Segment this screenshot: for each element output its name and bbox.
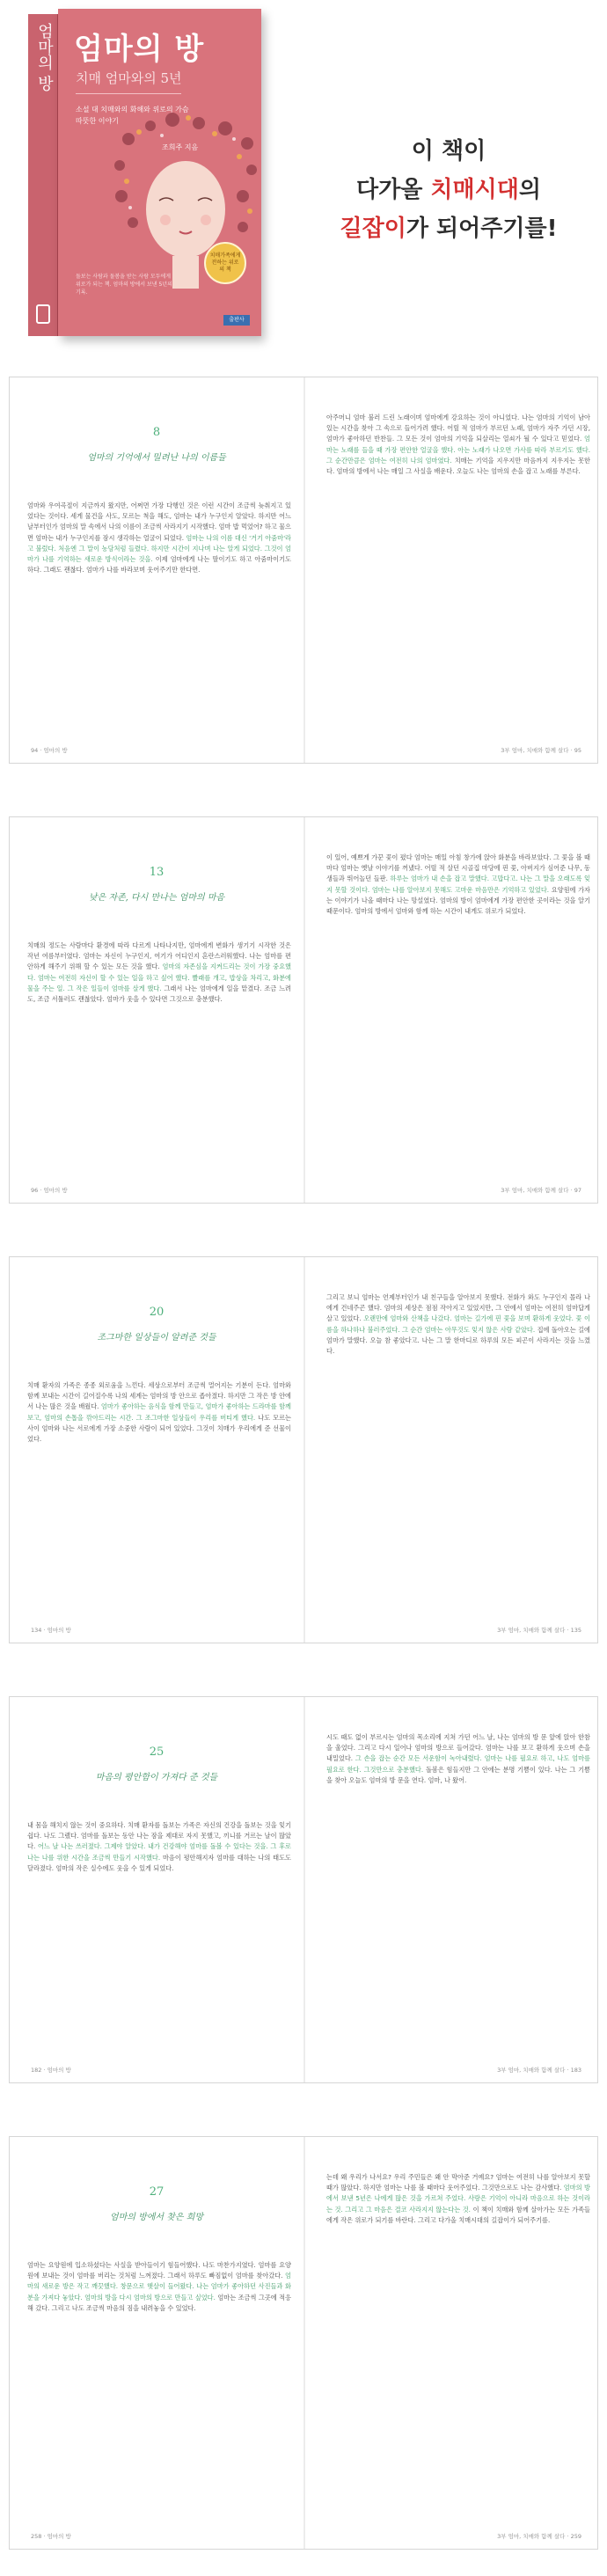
chapter-title: 엄마의 기억에서 밀려난 나의 이름들 [87, 453, 226, 463]
highlight-paragraph: 엄마의 자존심을 지켜드리는 것이 가장 중요했다. 엄마는 여전히 자신이 할 수 있는 일을 하고 싶어 했다. 빨래를 개고, 밥상을 차리고, 화분에 물을 주는 일. 그 작은 일들이 엄마를 살게 했다. [27, 962, 291, 992]
body-text [27, 501, 291, 575]
book-blurb: 돌보는 사람과 돌봄을 받는 사람 모두에게 위로가 되는 책. 엄마의 방에서 보낸 5년의 기록. [76, 274, 172, 296]
paragraph: 는데 왜 우리가 나서요? 우리 주민들은 왜 안 막아준 거예요? 엄마는 여전히 나를 알아보지 못할 때가 많았다. 하지만 엄마는 나를 볼 때마다 웃어주었다. 그것만으로도 나는 감사했다. [326, 2173, 590, 2192]
book-cover-image [28, 9, 261, 339]
headline [308, 132, 589, 248]
highlight-paragraph: 엄마는 노래를 들을 때 가장 편안한 얼굴을 했다. 아는 노래가 나오면 가사를 따라 부르기도 했다. 그 순간만큼은 엄마는 여전히 나의 엄마였다. [326, 435, 590, 465]
paragraph: 나도 모르는 사이 엄마와 나는 서로에게 가장 소중한 사람이 되어 있었다. 그것이 치매가 우리에게 준 선물이었다. [27, 1413, 291, 1444]
page-gutter [304, 1257, 305, 1643]
page-folio-right: 3부 엄마, 치매와 함께 살다 · 135 [497, 1627, 581, 1634]
page-folio-right: 3부 엄마, 치매와 함께 살다 · 259 [497, 2533, 581, 2540]
page-folio-left: 182 · 엄마의 방 [31, 2067, 71, 2074]
paragraph: 마음이 평안해지자 엄마를 대하는 나의 태도도 달라졌다. 엄마의 작은 실수에도 웃을 수 있게 되었다. [27, 1853, 291, 1872]
page-folio-left: 94 · 엄마의 방 [31, 747, 68, 754]
publisher-mark-icon [36, 304, 50, 324]
chapter-title: 조그마한 일상들이 알려준 것들 [97, 1333, 216, 1343]
hero-banner [0, 0, 607, 352]
body-text [27, 1820, 291, 1874]
headline-line-2-pre: 다가올 [356, 177, 431, 203]
paragraph: 이 있어, 예쁘게 가꾼 꽃이 폈다 엄마는 매일 아침 창가에 앉아 화분을 바라보았다. 그 꽃을 볼 때마다 엄마는 옛날 이야기를 꺼냈다. 어릴 적 살던 시골집 마당에 핀 꽃, 아버지가 심어준 나무, 동생들과 뛰어놀던 들판. [326, 853, 590, 883]
body-text [326, 2172, 590, 2226]
book-description: 소설 대 치매와의 화해와 위로의 가슴 따뜻한 이야기 [76, 106, 189, 125]
highlight-paragraph: 엄마의 새로운 방은 작고 깨끗했다. 창문으로 햇살이 들어왔다. 나는 엄마가 좋아하던 사진들과 화분을 가져다 놓았다. 엄마의 방을 다시 엄마의 방으로 만들고 싶었다. [27, 2272, 291, 2302]
body-text [326, 413, 590, 477]
body-text [27, 1380, 291, 1445]
paragraph: 치매는 기억을 지우지만 마음까지 지우지는 못한다. 엄마의 방에서 나는 매일 그 사실을 배운다. 오늘도 나는 엄마의 손을 잡고 노래를 부른다. [326, 456, 590, 476]
body-text [27, 940, 291, 1005]
chapter-number: 13 [149, 866, 165, 879]
book-spread [9, 1696, 598, 2083]
highlight-paragraph: 오랜만에 엄마와 산책을 나갔다. 엄마는 길가에 핀 꽃을 보며 환하게 웃었다. 꽃 이름을 하나하나 불러주었다. 그 순간 엄마는 아무것도 잊지 않은 사람 같았다. [326, 1314, 590, 1334]
page-gutter [304, 1697, 305, 2082]
body-text [326, 853, 590, 917]
highlight-paragraph: 그 손을 잡는 순간 모든 서운함이 녹아내렸다. 엄마는 나를 필요로 하고, 나도 엄마를 필요로 한다. 그것만으로 충분했다. [326, 1754, 590, 1774]
page-folio-left: 96 · 엄마의 방 [31, 1187, 68, 1194]
chapter-number: 20 [149, 1306, 165, 1319]
paragraph: 치매의 정도는 사람마다 환경에 따라 다르게 나타나지만, 엄마에게 변화가 생기기 시작한 것은 작년 여름부터였다. 엄마는 자신이 누구인지, 여기가 어디인지 혼란스러워했다. 나는 엄마를 편안하게 해주기 위해 할 수 있는 모든 것을 했다. [27, 941, 291, 971]
page-gutter [304, 817, 305, 1203]
left-page [20, 1697, 293, 2082]
paragraph: 엄마는 요양원에 입소하셨다는 사실을 받아들이기 힘들어했다. 나도 마찬가지였다. 엄마를 요양원에 보내는 것이 엄마를 버리는 것처럼 느껴졌다. 그래서 하루도 빠짐없이 엄마를 찾아갔다. [27, 2261, 291, 2280]
highlight-paragraph: 엄마는 나의 이름 대신 '거기 아줌마'라고 불렀다. 처음엔 그 말이 농담처럼 들렸다. 하지만 시간이 지나며 나는 알게 되었다. 그것이 엄마가 나를 기억하는 새로운 방식이라는 것을. [27, 533, 291, 564]
page-gutter [304, 377, 305, 763]
chapter-number: 8 [152, 426, 161, 439]
headline-line-3-post: 가 되어주기를! [406, 216, 558, 242]
book-spine [28, 14, 58, 336]
right-page [319, 817, 592, 1203]
book-title: 엄마의 방 [74, 32, 205, 67]
paragraph: 치매 환자의 가족은 종종 외로움을 느낀다. 세상으로부터 조금씩 멀어지는 기분이 든다. 엄마와 함께 보내는 시간이 길어질수록 나의 세계는 엄마의 방 안으로 좁아졌다. 하지만 그 작은 방 안에서 나는 많은 것을 배웠다. [27, 1381, 291, 1411]
paragraph: 요양원에 가자는 이야기가 나올 때마다 나는 망설였다. 엄마의 방이 엄마에게 가장 편안한 곳이라는 것을 알기 때문이다. 엄마의 방에서 엄마와 함께 하는 시간이 내게도 위로가 되었다. [326, 885, 590, 916]
headline-line-1: 이 책이 [411, 138, 486, 165]
paragraph: 이제 엄마에게 나는 딸이기도 하고 아줌마이기도 하다. 그래도 괜찮다. 엄마가 나를 바라보며 웃어주기만 한다면. [27, 555, 291, 574]
paragraph: 집에 돌아오는 길에 엄마가 말했다. 오늘 참 좋았다고. 나는 그 말 한마디로 하루의 모든 피곤이 사라지는 것을 느꼈다. [326, 1325, 590, 1356]
page-folio-right: 3부 엄마, 치매와 함께 살다 · 95 [501, 747, 581, 754]
paragraph: 돌봄은 힘들지만 그 안에는 분명 기쁨이 있다. 나는 그 기쁨을 찾아 오늘도 엄마의 방 문을 연다. 엄마, 나 왔어. [326, 1765, 590, 1784]
publisher-logo: 출판사 [223, 315, 250, 326]
page-folio-left: 134 · 엄마의 방 [31, 1627, 71, 1634]
paragraph: 그래서 나는 엄마에게 일을 맡겼다. 조금 느려도, 조금 서툴러도 괜찮았다. 엄마가 웃을 수 있다면 그것으로 충분했다. [27, 984, 291, 1004]
book-badge: 치매가족에게 전하는 위로의 책 [204, 242, 246, 284]
chapter-number: 27 [149, 2185, 165, 2199]
paragraph: 시도 때도 없이 부르시는 엄마의 목소리에 지쳐 가던 어느 날, 나는 엄마의 방 문 앞에 앉아 한참을 울었다. 그리고 다시 일어나 엄마의 방으로 들어갔다. 엄마는 나를 보고 환하게 웃으며 손을 내밀었다. [326, 1733, 590, 1763]
book-subtitle: 치매 엄마와의 5년 [76, 70, 182, 86]
headline-accent-dementia-era: 치매시대 [430, 177, 519, 203]
headline-line-2-post: 의 [518, 177, 541, 203]
spine-title: 엄마의 방 [35, 23, 54, 91]
highlight-paragraph: 하루는 엄마가 내 손을 잡고 말했다. 고맙다고. 나는 그 말을 오래도록 잊지 못할 것이다. 엄마는 나를 알아보지 못해도 고마운 마음만은 기억하고 있었다. [326, 875, 590, 894]
headline-line-3 [308, 209, 589, 248]
chapter-title: 마음의 평안함이 가져다 준 것들 [95, 1773, 218, 1782]
page-folio-right: 3부 엄마, 치매와 함께 살다 · 97 [501, 1187, 581, 1194]
paragraph: 엄마와 우여곡절이 지금까지 왔지만, 어쩌면 가장 다행인 것은 이런 시간이 조금씩 늦춰지고 있었다는 것이다. 세게 물건을 사도, 모르는 척을 해도, 엄마는 내가 누구인지 알았다. 하지만 어느 날부터인가 엄마의 말 속에서 나의 이름이 조금씩 사라지기 시작했다. 엄마 밥 먹었어? 하고 물으면 엄마는 내가 누구인지를 잠시 생각하는 얼굴이 되었다. [27, 501, 291, 542]
paragraph: 아주머니 엄마 불러 드린 노래이며 엄마에게 강요하는 것이 아니었다. 나는 엄마의 기억이 남아 있는 시간을 찾아 그 속으로 들어가려 했다. 어릴 적 엄마가 부르던 노래, 엄마가 자주 가던 시장, 엄마가 좋아하던 반찬들. 그 모든 것이 엄마의 기억을 되살리는 열쇠가 될 수 있다고 믿었다. [326, 413, 590, 443]
page-folio-right: 3부 엄마, 치매와 함께 살다 · 183 [497, 2067, 581, 2074]
book-spread [9, 816, 598, 1204]
page-folio-left: 258 · 엄마의 방 [31, 2533, 71, 2540]
book-spread [9, 2136, 598, 2550]
left-page [20, 817, 293, 1203]
book-spread [9, 377, 598, 764]
chapter-title: 엄마의 방에서 찾은 희망 [109, 2213, 204, 2222]
right-page [319, 1257, 592, 1643]
book-front [58, 9, 261, 336]
body-text [326, 1292, 590, 1357]
left-page [20, 2137, 293, 2549]
book-author: 조희주 지음 [162, 143, 199, 151]
body-text [326, 1732, 590, 1786]
chapter-number: 25 [149, 1745, 165, 1759]
body-text [27, 2260, 291, 2314]
right-page [319, 377, 592, 763]
paragraph: 내 몸을 해치지 않는 것이 중요하다. 치매 환자를 돌보는 가족은 자신의 건강을 돌보는 것을 잊기 쉽다. 나도 그랬다. 엄마를 돌보는 동안 나는 잠을 제대로 자지 못했고, 끼니를 거르는 날이 많았다. [27, 1821, 291, 1851]
paragraph: 이 책이 치매와 함께 살아가는 모든 가족들에게 작은 위로가 되기를 바란다. 그리고 다가올 치매시대의 길잡이가 되어주기를. [326, 2205, 590, 2224]
chapter-title: 낮은 자존, 다시 만나는 엄마의 마음 [88, 893, 225, 903]
paragraph: 엄마는 조금씩 그곳에 적응해 갔다. 그리고 나도 조금씩 마음의 짐을 내려놓을 수 있었다. [27, 2293, 291, 2312]
highlight-paragraph: 어느 날 나는 쓰러졌다. 그제야 알았다. 내가 건강해야 엄마를 돌볼 수 있다는 것을. 그 후로 나는 나를 위한 시간을 조금씩 만들기 시작했다. [27, 1842, 291, 1862]
page-gutter [304, 2137, 305, 2549]
left-page [20, 377, 293, 763]
book-spread [9, 1256, 598, 1643]
highlight-paragraph: 엄마가 좋아하는 음식을 함께 만들고, 엄마가 좋아하는 드라마를 함께 보고, 엄마의 손톱을 깎아드리는 시간. 그 조그마한 일상들이 우리를 버티게 했다. [27, 1402, 291, 1422]
headline-line-2 [308, 171, 589, 209]
left-page [20, 1257, 293, 1643]
highlight-paragraph: 엄마의 방에서 보낸 5년은 나에게 많은 것을 가르쳐 주었다. 사랑은 기억이 아니라 마음으로 하는 것이라는 것. 그리고 그 마음은 결코 사라지지 않는다는 것. [326, 2184, 590, 2214]
headline-accent-guide: 길잡이 [340, 216, 406, 242]
cover-divider [76, 93, 181, 94]
right-page [319, 2137, 592, 2549]
paragraph: 그리고 보니 엄마는 언제부터인가 내 친구들을 알아보지 못했다. 전화가 와도 누구인지 몰라 나에게 건네주곤 했다. 엄마의 세상은 점점 작아지고 있었지만, 그 안에서 엄마는 여전히 엄마답게 살고 있었다. [326, 1293, 590, 1323]
right-page [319, 1697, 592, 2082]
